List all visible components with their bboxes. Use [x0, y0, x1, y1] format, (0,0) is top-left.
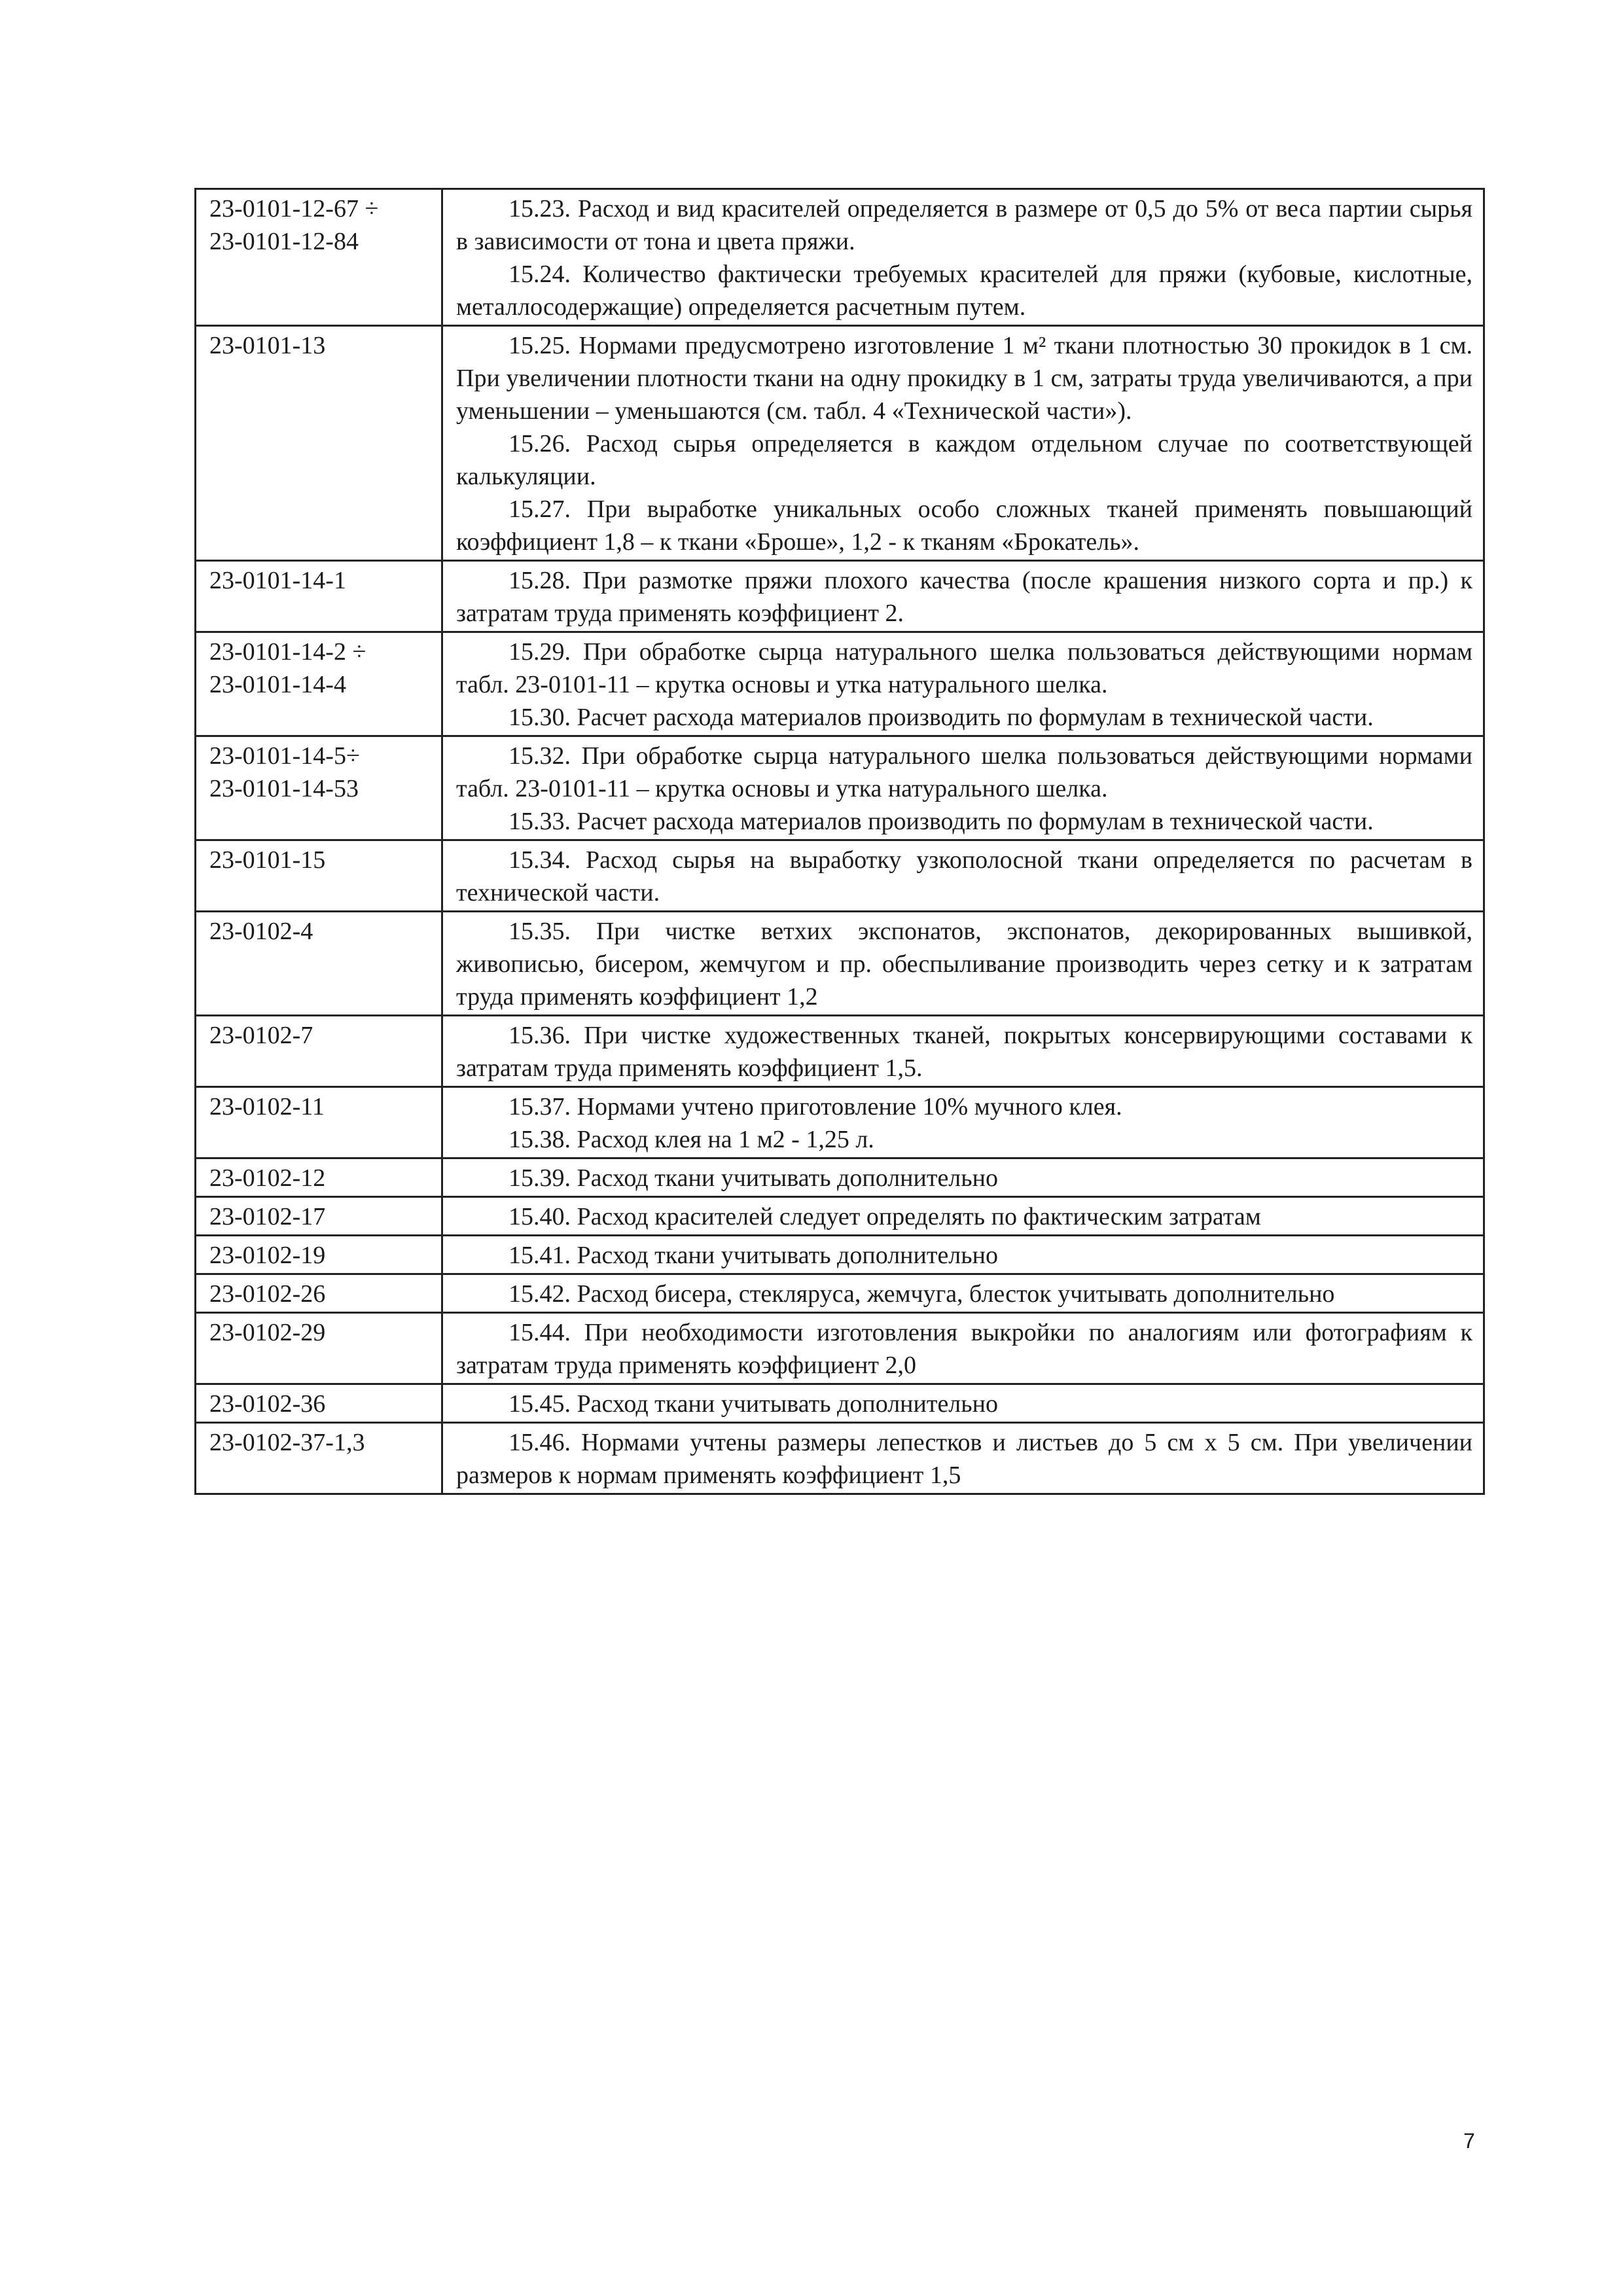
note-cell: [442, 1087, 1484, 1158]
note-paragraph: 15.26. Расход сырья определяется в каждом отдельном случае по соответствующей калькуляции.: [456, 430, 1472, 490]
table-row: [196, 561, 1484, 632]
note-cell: [442, 1197, 1484, 1236]
code-cell: [196, 912, 442, 1016]
note-paragraph: 15.29. При обработке сырца натурального шелка пользоваться действующими нормам табл. 23-0101-11 – крутка основы и утка натурального шелка.: [456, 638, 1472, 698]
note-paragraph: 15.40. Расход красителей следует определять по фактическим затратам: [508, 1203, 1261, 1230]
code-text: 23-0102-4: [209, 918, 313, 945]
code-text: 23-0101-12-84: [209, 228, 359, 255]
code-cell: [196, 736, 442, 840]
code-text: 23-0102-11: [209, 1093, 325, 1121]
code-cell: [196, 1016, 442, 1087]
note-cell: [442, 736, 1484, 840]
table-row: [196, 912, 1484, 1016]
note-cell: [442, 561, 1484, 632]
code-text: 23-0102-7: [209, 1022, 313, 1049]
note-cell: [442, 1313, 1484, 1384]
code-cell: [196, 326, 442, 561]
code-cell: [196, 1274, 442, 1313]
code-text: 23-0102-37-1,3: [209, 1429, 365, 1456]
code-text: 23-0101-14-5÷: [209, 742, 360, 770]
code-cell: [196, 1236, 442, 1274]
note-paragraph: 15.44. При необходимости изготовления выкройки по аналогиям или фотографиям к затратам труда применять коэффициент 2,0: [456, 1319, 1472, 1379]
code-text: 23-0102-17: [209, 1203, 326, 1230]
note-paragraph: 15.38. Расход клея на 1 м2 - 1,25 л.: [508, 1126, 874, 1153]
norms-table-body: [196, 189, 1484, 1494]
note-cell: [442, 1158, 1484, 1197]
note-cell: [442, 1236, 1484, 1274]
code-cell: [196, 1423, 442, 1494]
code-text: 23-0101-14-4: [209, 671, 346, 698]
note-paragraph: 15.36. При чистке художественных тканей, покрытых консервирующими составами к затратам труда применять коэффициент 1,5.: [456, 1022, 1472, 1082]
note-paragraph: 15.42. Расход бисера, стекляруса, жемчуга, блесток учитывать дополнительно: [508, 1280, 1335, 1308]
note-paragraph: 15.33. Расчет расхода материалов производить по формулам в технической части.: [508, 808, 1374, 835]
note-paragraph: 15.23. Расход и вид красителей определяется в размере от 0,5 до 5% от веса партии сырья в зависимости от тона и цвета пряжи.: [456, 195, 1472, 255]
note-paragraph: 15.24. Количество фактически требуемых красителей для пряжи (кубовые, кислотные, металлосодержащие) определяется расчетным путем.: [456, 260, 1472, 321]
code-cell: [196, 1158, 442, 1197]
table-row: [196, 1087, 1484, 1158]
norms-table: [194, 188, 1485, 1495]
table-row: [196, 632, 1484, 736]
table-row: [196, 1158, 1484, 1197]
code-text: 23-0101-14-2 ÷: [209, 638, 366, 666]
code-cell: [196, 1197, 442, 1236]
table-row: [196, 1197, 1484, 1236]
note-cell: [442, 1423, 1484, 1494]
note-paragraph: 15.27. При выработке уникальных особо сложных тканей применять повышающий коэффициент 1,8 – к ткани «Броше», 1,2 - к тканям «Брокатель».: [456, 495, 1472, 556]
code-cell: [196, 632, 442, 736]
table-row: [196, 189, 1484, 326]
code-text: 23-0101-13: [209, 332, 326, 359]
table-row: [196, 1384, 1484, 1423]
note-paragraph: 15.32. При обработке сырца натурального шелка пользоваться действующими нормами табл. 23-0101-11 – крутка основы и утка натурального шелка.: [456, 742, 1472, 802]
code-text: 23-0101-12-67 ÷: [209, 195, 379, 223]
code-text: 23-0102-12: [209, 1164, 326, 1192]
note-paragraph: 15.35. При чистке ветхих экспонатов, экспонатов, декорированных вышивкой, живописью, бисером, жемчугом и пр. обеспыливание производить через сетку и к затратам труда применять коэффициент 1,2: [456, 918, 1472, 1011]
table-row: [196, 736, 1484, 840]
code-text: 23-0101-15: [209, 846, 326, 874]
table-row: [196, 1274, 1484, 1313]
table-row: [196, 1423, 1484, 1494]
note-cell: [442, 326, 1484, 561]
table-row: [196, 840, 1484, 912]
code-cell: [196, 1384, 442, 1423]
note-cell: [442, 840, 1484, 912]
note-paragraph: 15.25. Нормами предусмотрено изготовление 1 м² ткани плотностью 30 прокидок в 1 см. При увеличении плотности ткани на одну прокидку в 1 см, затраты труда увеличиваются, а при уменьшении – уменьшаются (см. табл. 4 «Технической части»).: [456, 332, 1472, 425]
note-paragraph: 15.28. При размотке пряжи плохого качества (после крашения низкого сорта и пр.) к затратам труда применять коэффициент 2.: [456, 567, 1472, 627]
note-cell: [442, 189, 1484, 326]
table-row: [196, 1236, 1484, 1274]
table-row: [196, 1313, 1484, 1384]
note-paragraph: 15.37. Нормами учтено приготовление 10% мучного клея.: [508, 1093, 1122, 1121]
note-paragraph: 15.41. Расход ткани учитывать дополнительно: [508, 1242, 998, 1269]
note-cell: [442, 912, 1484, 1016]
note-cell: [442, 1274, 1484, 1313]
code-text: 23-0101-14-1: [209, 567, 346, 594]
table-row: [196, 1016, 1484, 1087]
code-text: 23-0101-14-53: [209, 775, 359, 802]
code-text: 23-0102-26: [209, 1280, 326, 1308]
code-text: 23-0102-19: [209, 1242, 326, 1269]
note-cell: [442, 632, 1484, 736]
note-paragraph: 15.46. Нормами учтены размеры лепестков и листьев до 5 см х 5 см. При увеличении размеров к нормам применять коэффициент 1,5: [456, 1429, 1472, 1489]
note-paragraph: 15.39. Расход ткани учитывать дополнительно: [508, 1164, 998, 1192]
code-cell: [196, 1313, 442, 1384]
code-text: 23-0102-29: [209, 1319, 326, 1346]
note-paragraph: 15.45. Расход ткани учитывать дополнительно: [508, 1390, 998, 1418]
note-cell: [442, 1016, 1484, 1087]
code-cell: [196, 840, 442, 912]
code-cell: [196, 1087, 442, 1158]
note-paragraph: 15.34. Расход сырья на выработку узкополосной ткани определяется по расчетам в технической части.: [456, 846, 1472, 906]
note-paragraph: 15.30. Расчет расхода материалов производить по формулам в технической части.: [508, 704, 1374, 731]
table-row: [196, 326, 1484, 561]
note-cell: [442, 1384, 1484, 1423]
page-number: 7: [1463, 2129, 1475, 2153]
code-text: 23-0102-36: [209, 1390, 326, 1418]
code-cell: [196, 189, 442, 326]
code-cell: [196, 561, 442, 632]
